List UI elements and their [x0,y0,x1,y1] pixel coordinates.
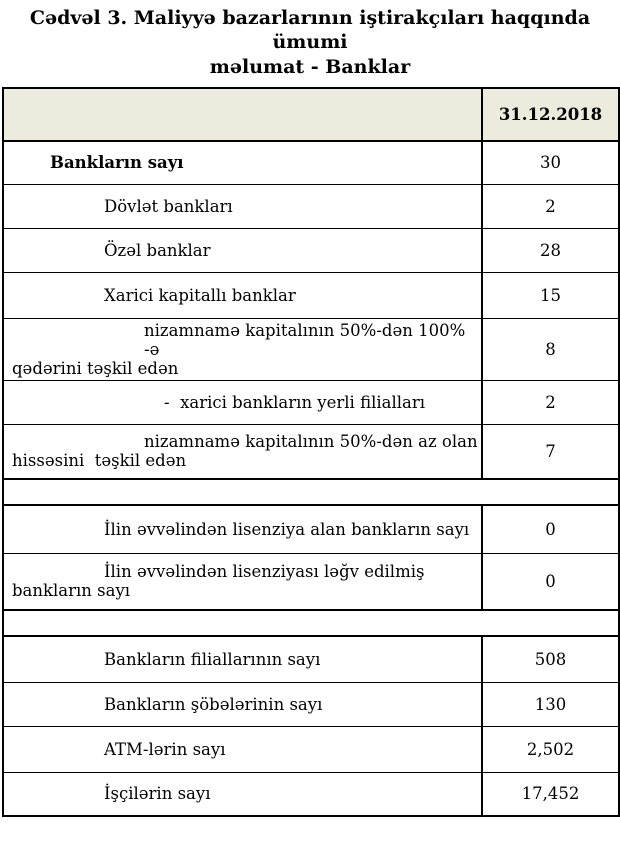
row-value: 0 [482,553,619,610]
table-row-bank-branches [3,636,619,683]
row-label: Xarici kapitallı banklar [3,272,482,318]
header-empty-cell [3,88,482,141]
row-value: 7 [482,424,619,479]
row-label: nizamnamə kapitalının 50%-dən 100% -ə qədərini təşkil edən [3,318,482,380]
row-label: İşçilərin sayı [3,772,482,816]
row-value: 130 [482,682,619,726]
row-value: 2,502 [482,726,619,772]
table-row-local-branches-foreign-banks [3,380,619,424]
page-title-line1: Cədvəl 3. Maliyyə bazarlarının iştirakçıları haqqında ümumi [29,7,591,54]
row-label: Dövlət bankları [3,184,482,228]
separator-row [3,479,619,505]
date-column-header: 31.12.2018 [482,88,619,141]
table-row-licensed-banks [3,505,619,554]
row-value: 28 [482,228,619,272]
row-value: 8 [482,318,619,380]
row-label: - xarici bankların yerli filialları [3,380,482,424]
row-label: ATM-lərin sayı [3,726,482,772]
row-label: Özəl banklar [3,228,482,272]
row-label: Bankların şöbələrinin sayı [3,682,482,726]
separator-row [3,610,619,636]
banks-table [2,87,620,817]
separator-cell [3,610,619,636]
row-value: 30 [482,141,619,185]
table-row-bank-departments [3,682,619,726]
page-title [8,6,612,79]
table-row-revoked-license-banks [3,553,619,610]
row-label: Bankların filiallarının sayı [3,636,482,683]
table-row-private-banks [3,228,619,272]
table-header-row [3,88,619,141]
separator-cell [3,479,619,505]
row-label: nizamnamə kapitalının 50%-dən az olan hissəsini təşkil edən [3,424,482,479]
row-label: Bankların sayı [3,141,482,185]
table-row-banks-total [3,141,619,185]
row-value: 17,452 [482,772,619,816]
row-value: 508 [482,636,619,683]
row-value: 2 [482,380,619,424]
row-value: 15 [482,272,619,318]
row-label: İlin əvvəlindən lisenziyası ləğv edilmiş bankların sayı [3,553,482,610]
table-row-capital-50-100 [3,318,619,380]
table-row-foreign-capital-banks [3,272,619,318]
table-row-state-banks [3,184,619,228]
row-value: 0 [482,505,619,554]
page-title-line2: məlumat - Banklar [209,55,411,78]
table-row-capital-below-50 [3,424,619,479]
table-row-employees [3,772,619,816]
table-row-atms [3,726,619,772]
row-label: İlin əvvəlindən lisenziya alan bankların sayı [3,505,482,554]
row-value: 2 [482,184,619,228]
